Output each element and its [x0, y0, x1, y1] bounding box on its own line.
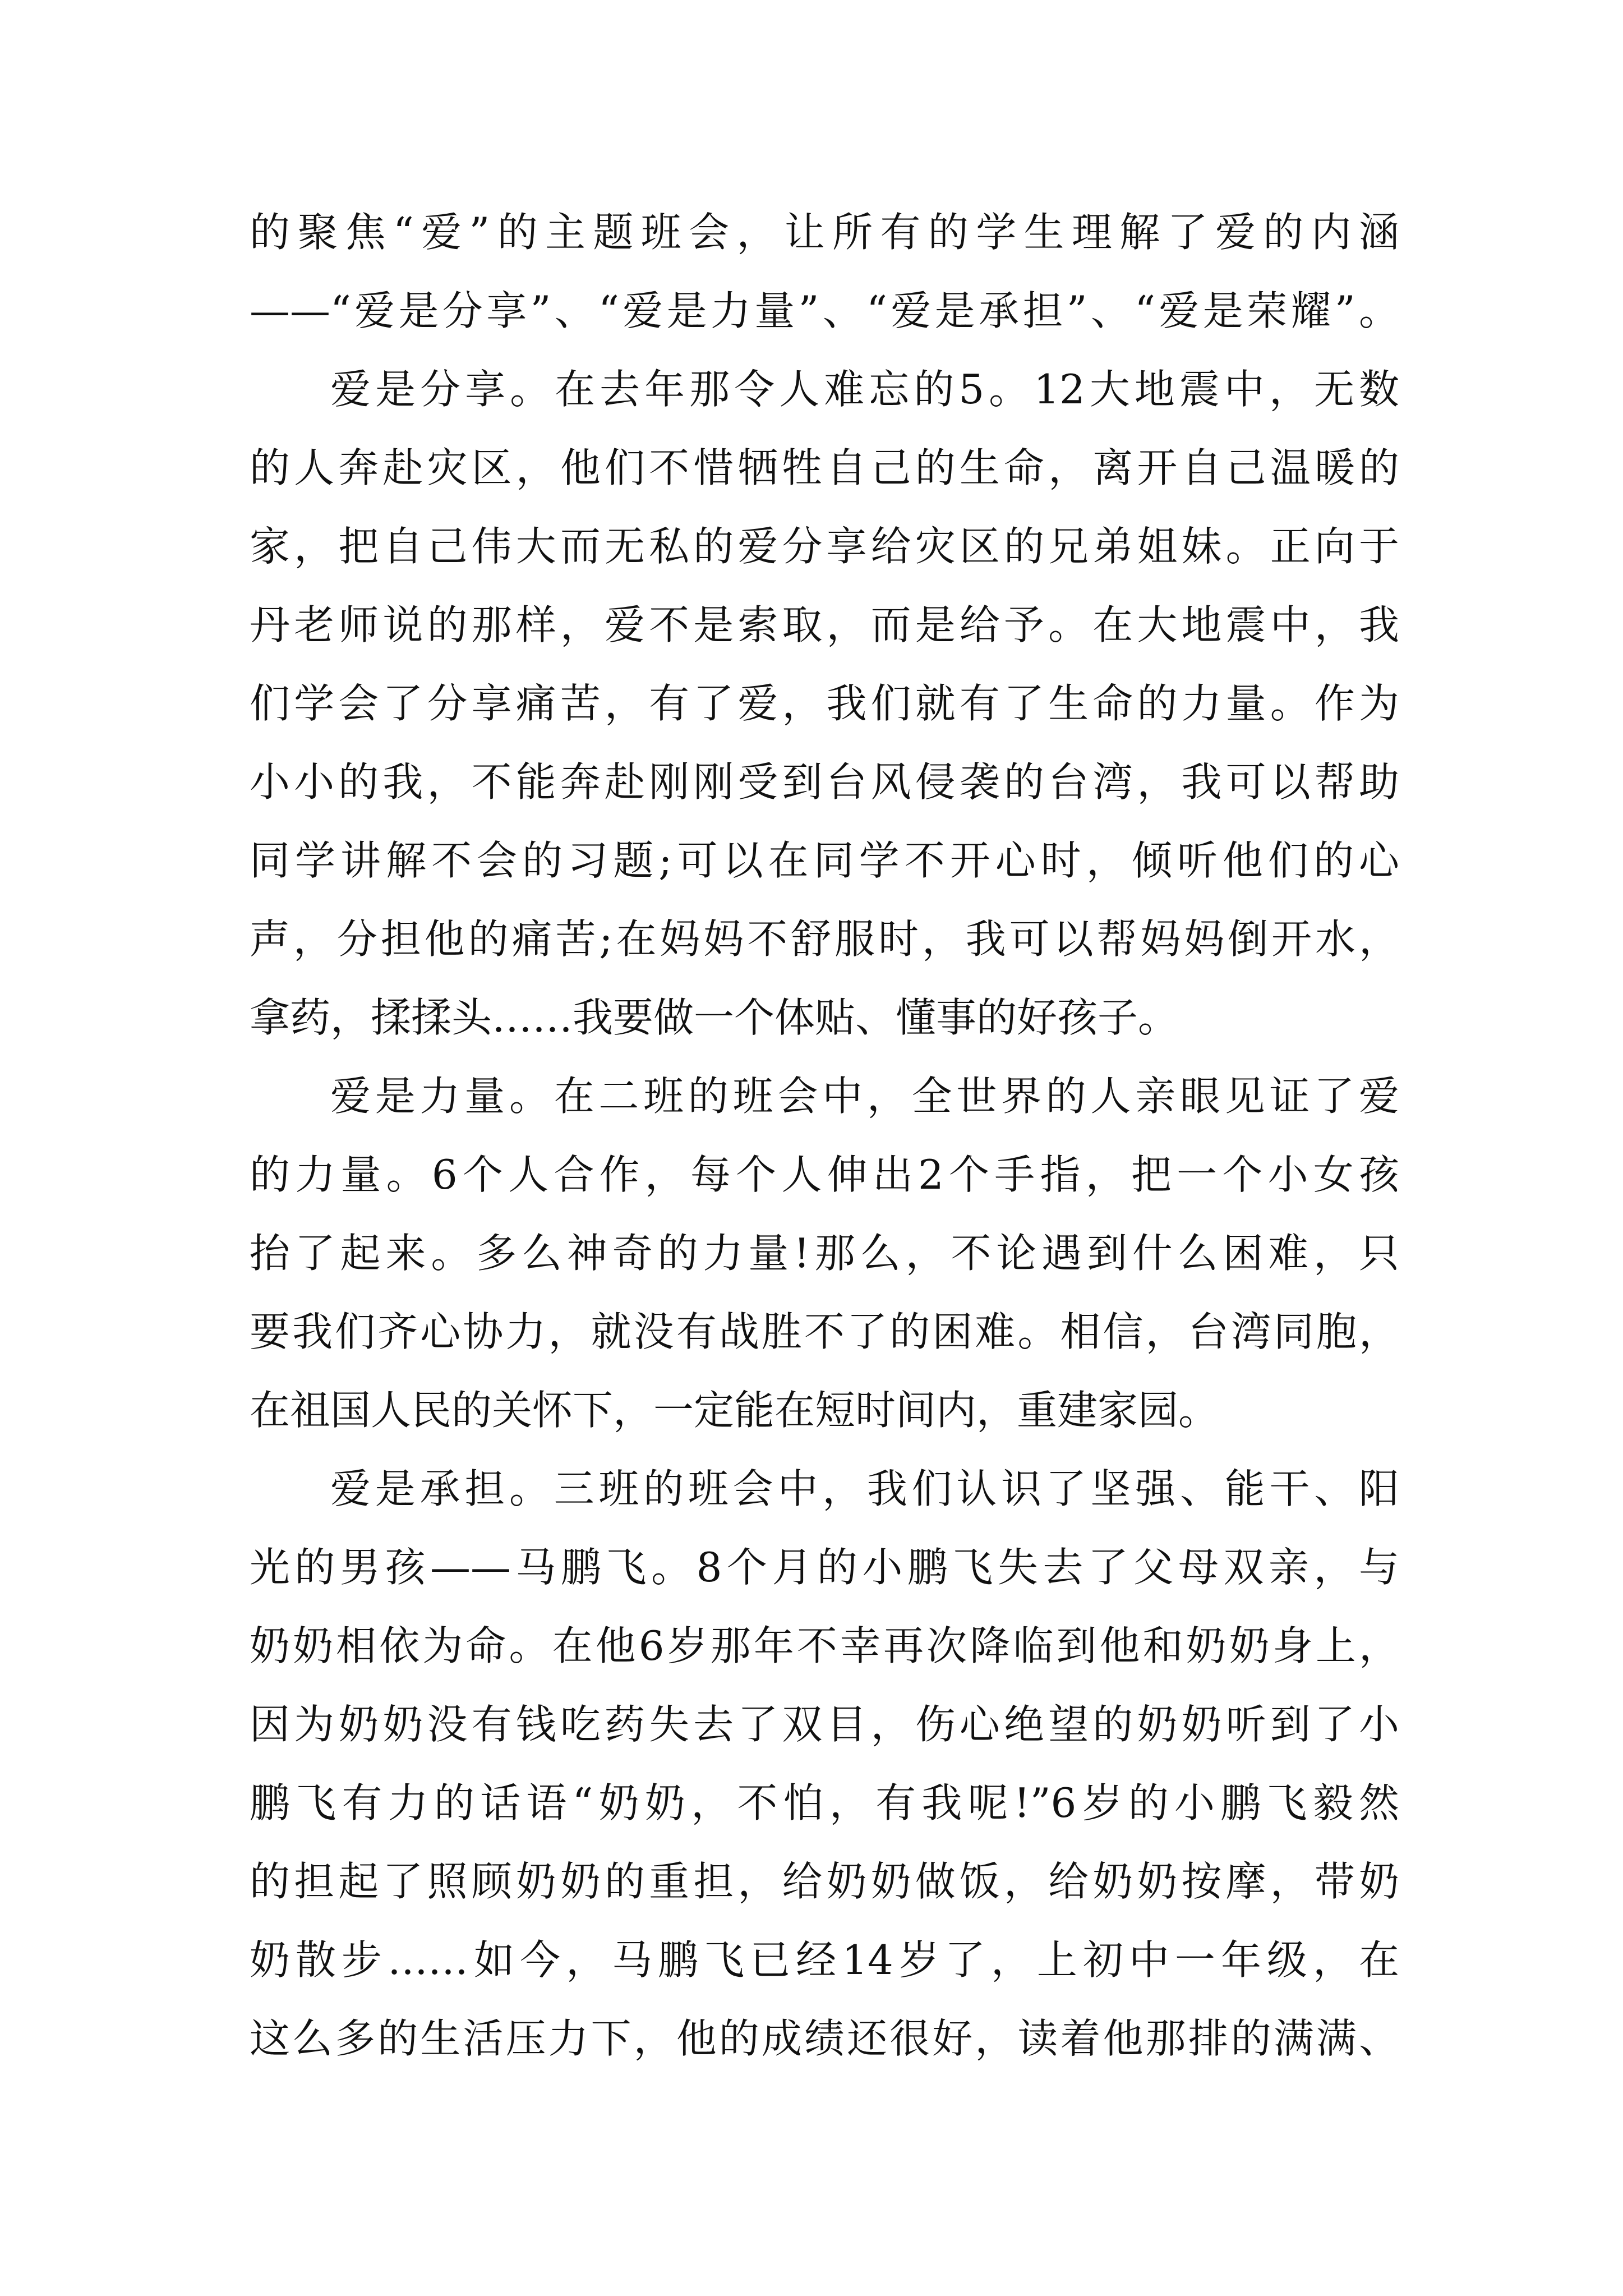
text-line: 这么多的生活压力下，他的成绩还很好，读着他那排的满满、 — [250, 2015, 1399, 2062]
paragraph-start-line: 爱是分享。在去年那令人难忘的5。12大地震中，无数 — [330, 366, 1399, 413]
text-line: 的担起了照顾奶奶的重担，给奶奶做饭，给奶奶按摩，带奶 — [250, 1858, 1399, 1905]
text-line: 的聚焦“爱”的主题班会，让所有的学生理解了爱的内涵 — [250, 209, 1399, 256]
text-line: 的人奔赴灾区，他们不惜牺牲自己的生命，离开自己温暖的 — [250, 444, 1399, 491]
text-line: 丹老师说的那样，爱不是索取，而是给予。在大地震中，我 — [250, 601, 1399, 648]
text-line: 家，把自己伟大而无私的爱分享给灾区的兄弟姐妹。正向于 — [250, 523, 1399, 570]
text-line: 要我们齐心协力，就没有战胜不了的困难。相信，台湾同胞， — [250, 1308, 1399, 1355]
text-line: 鹏飞有力的话语“奶奶，不怕，有我呢!”6岁的小鹏飞毅然 — [250, 1779, 1399, 1826]
text-line: 抬了起来。多么神奇的力量!那么，不论遇到什么困难，只 — [250, 1230, 1399, 1277]
paragraph-start-line: 爱是力量。在二班的班会中，全世界的人亲眼见证了爱 — [330, 1073, 1399, 1120]
paragraph-start-line: 爱是承担。三班的班会中，我们认识了坚强、能干、阳 — [330, 1465, 1399, 1512]
text-line: 小小的我，不能奔赴刚刚受到台风侵袭的台湾，我可以帮助 — [250, 758, 1399, 806]
text-line: 因为奶奶没有钱吃药失去了双目，伤心绝望的奶奶听到了小 — [250, 1701, 1399, 1748]
text-line: 奶散步……如今，马鹏飞已经14岁了，上初中一年级，在 — [250, 1936, 1399, 1984]
text-line: 在祖国人民的关怀下，一定能在短时间内，重建家园。 — [250, 1387, 1219, 1434]
text-line: 声，分担他的痛苦;在妈妈不舒服时，我可以帮妈妈倒开水， — [250, 915, 1399, 963]
text-line: ——“爱是分享”、“爱是力量”、“爱是承担”、“爱是荣耀”。 — [250, 287, 1399, 334]
text-line: 们学会了分享痛苦，有了爱，我们就有了生命的力量。作为 — [250, 680, 1399, 727]
text-line: 的力量。6个人合作，每个人伸出2个手指，把一个小女孩 — [250, 1151, 1399, 1198]
text-line: 拿药，揉揉头……我要做一个体贴、懂事的好孩子。 — [250, 994, 1179, 1041]
text-line: 同学讲解不会的习题;可以在同学不开心时，倾听他们的心 — [250, 837, 1399, 884]
text-line: 奶奶相依为命。在他6岁那年不幸再次降临到他和奶奶身上， — [250, 1622, 1399, 1669]
body-text — [250, 193, 1399, 2078]
text-line: 光的男孩——马鹏飞。8个月的小鹏飞失去了父母双亲，与 — [250, 1544, 1399, 1591]
